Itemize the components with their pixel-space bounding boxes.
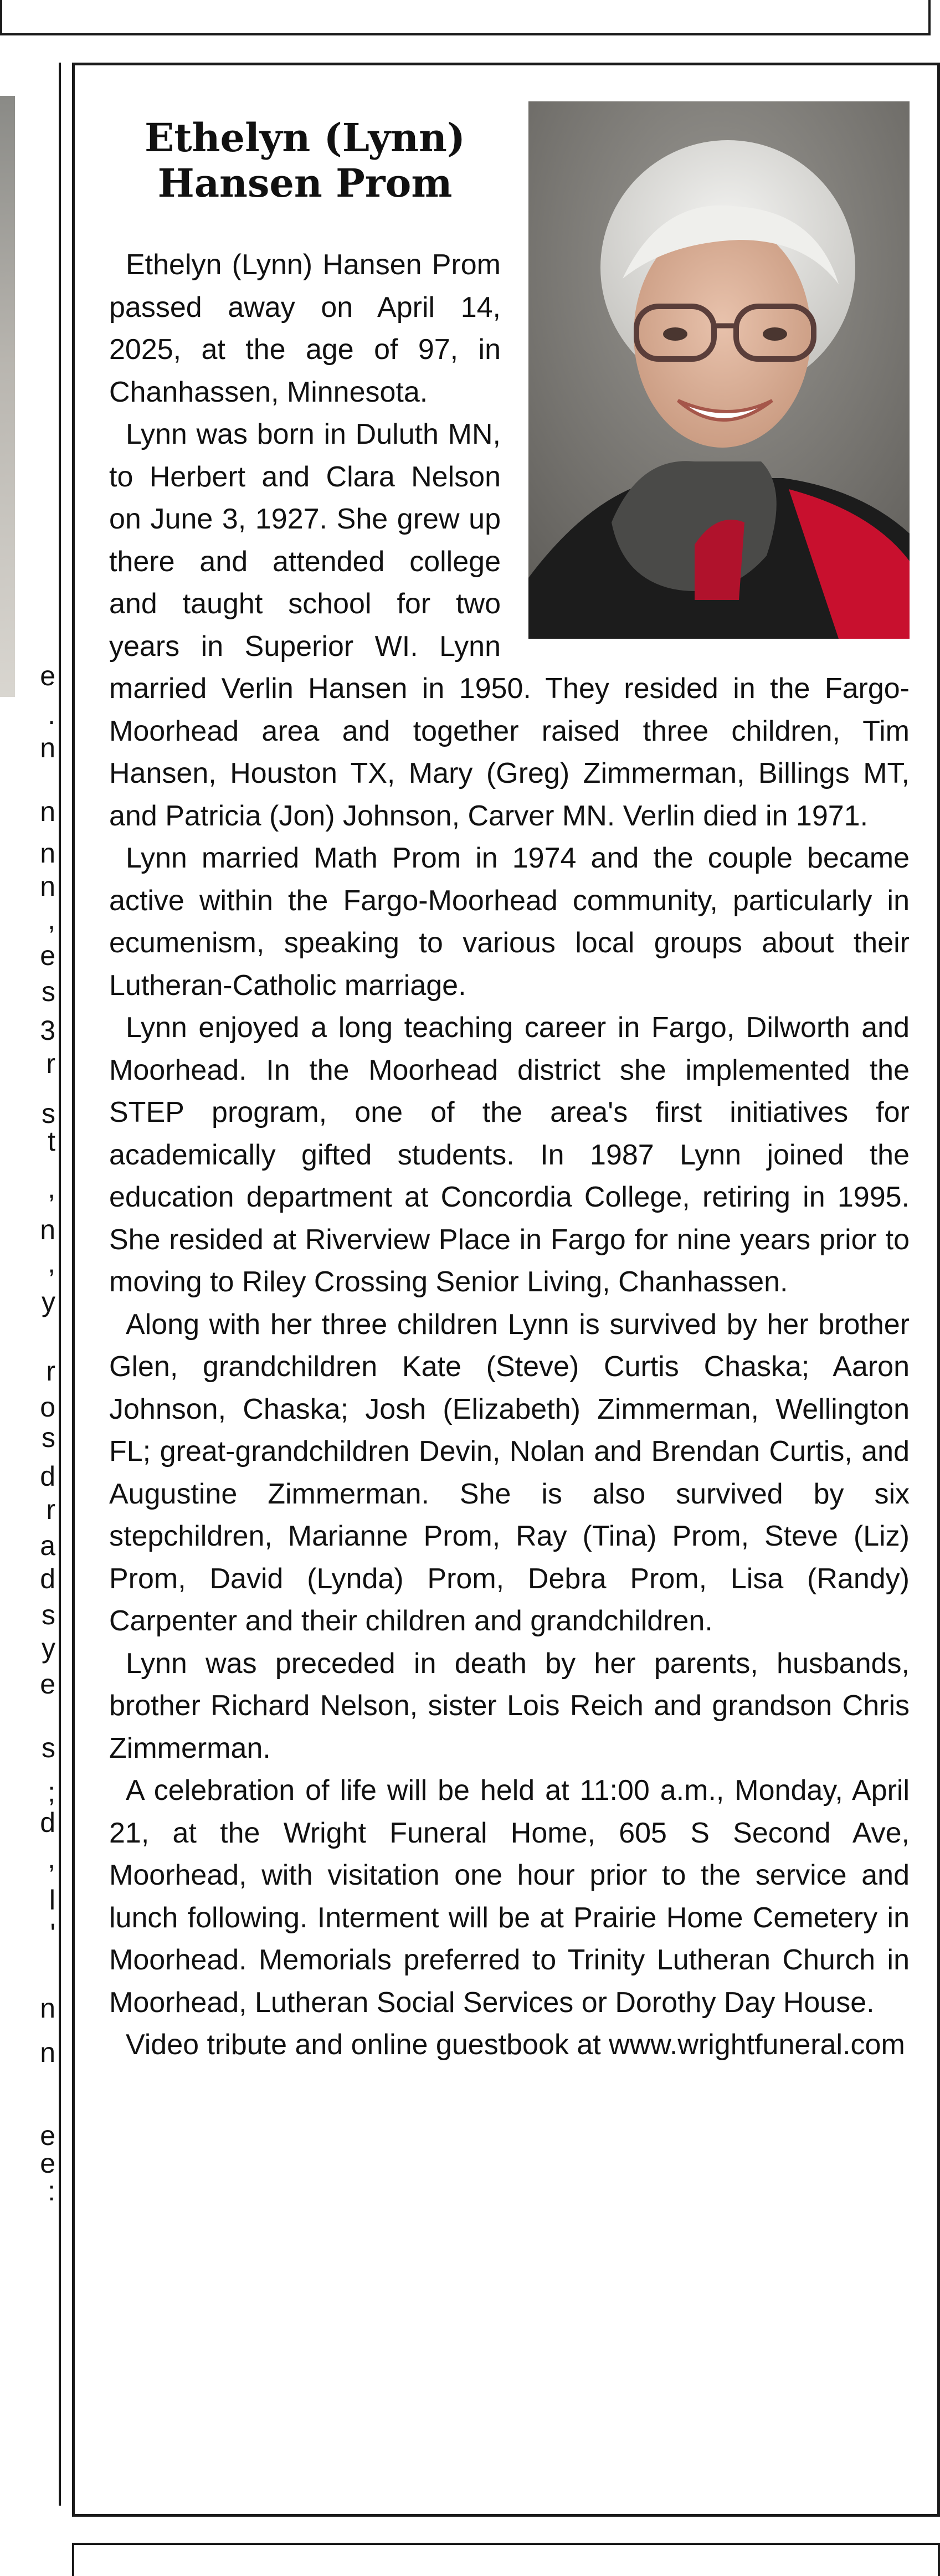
left-column-fragment: s [42,1599,55,1630]
obituary-paragraph: Lynn married Math Prom in 1974 and the couple became active within the Fargo-Moorhead community, particularly in ecumenism, speaking to various local groups about their Lutheran-Catholic marriage. [109,842,910,1002]
adjacent-article-top-border [0,0,931,35]
left-column-fragment: e [40,2120,55,2151]
left-column-fragment: 3 [40,1015,55,1046]
left-column-fragment: n [40,732,55,763]
left-column-fragment: l [49,1885,55,1916]
left-column-fragment: y [42,1286,55,1317]
left-column-fragment: n [40,1214,55,1245]
left-column-fragment: n [40,796,55,827]
obituary-paragraph: Lynn was preceded in death by her parents, husbands, brother Richard Nelson, sister Lois Reich and grandson Chris Zimmerman. [109,1647,910,1764]
left-column-fragment: , [48,1173,55,1204]
left-column-fragment: s [42,1732,55,1763]
left-column-fragment: s [42,976,55,1007]
adjacent-photo-fragment [0,96,15,697]
left-column-fragment: e [40,2148,55,2179]
left-column-fragment: ' [50,1918,55,1949]
obituary-paragraph: A celebration of life will be held at 11:00 a.m., Monday, April 21, at the Wright Funeral Home, 605 S Second Ave, Moorhead, with visitation one hour prior to the service and lunch following. Interment will be at Prairie Home Cemetery in Moorhead. Memorials preferred to Trinity Lutheran Church in Moorhead, Lutheran Social Services or Dorothy Day House. [109,1774,910,2019]
obituary-article [72,63,940,2517]
obituary-paragraph: Ethelyn (Lynn) Hansen Prom passed away on April 14, 2025, at the age of 97, in Chanhassen, Minnesota. [109,249,501,408]
portrait-photo [528,101,910,639]
left-column-fragment: , [48,904,55,935]
left-column-fragment: a [40,1530,55,1561]
left-column-fragment: n [40,1993,55,2024]
obituary-paragraph: Lynn was born in Duluth MN, to Herbert and Clara Nelson on June 3, 1927. She grew up there and attended college and taught school for two years in Superior WI. Lynn married Verlin Hansen in 1950. They resided in the Fargo-Moorhead area and together raised three children, Tim Hansen, Houston TX, Mary (Greg) Zimmerman, Billings MT, and Patricia (Jon) Johnson, Carver MN. Verlin died in 1971. [109,418,910,832]
left-column-fragment: e [40,940,55,971]
left-column-fragment: d [40,1563,55,1594]
left-column-fragment: s [42,1422,55,1453]
left-column-fragment: e [40,1669,55,1700]
left-column-fragment: , [48,1248,55,1279]
obituary-paragraph: Along with her three children Lynn is survived by her brother Glen, grandchildren Kate (Steve) Curtis Chaska; Aaron Johnson, Chaska; Josh (Elizabeth) Zimmerman, Wellington FL; great-grandchildren Devin, Nolan and Brendan Curtis, and Augustine Zimmerman. She is also survived by six stepchildren, Marianne Prom, Ray (Tina) Prom, Steve (Liz) Prom, David (Lynda) Prom, Debra Prom, Lisa (Randy) Carpenter and their children and grandchildren. [109,1308,910,1637]
left-column-fragment: r [46,1356,55,1387]
adjacent-article-bottom-border [72,2543,940,2576]
portrait-photo-icon [528,101,910,639]
left-column-fragment: d [40,1461,55,1492]
headline-line-1: Ethelyn (Lynn) [144,115,466,161]
left-column-fragment: t [48,1126,55,1157]
left-column-fragment: d [40,1807,55,1838]
left-column-fragment: : [48,2175,55,2206]
left-column-fragment: ; [48,1777,55,1808]
left-column-fragment: y [42,1633,55,1664]
left-column-fragment: n [40,871,55,902]
left-column-fragment: n [40,2037,55,2068]
left-column-fragment: , [48,1843,55,1874]
left-column-fragment: e [40,660,55,691]
left-column-fragment: . [48,699,55,730]
left-column-fragment: s [42,1098,55,1129]
left-column-fragment: n [40,838,55,869]
left-column-fragment: r [46,1048,55,1079]
obituary-paragraph: Video tribute and online guestbook at www.wrightfuneral.com [126,2029,905,2061]
left-column-fragment: o [40,1392,55,1423]
adjacent-article-left-column [0,63,61,2506]
headline-line-2: Hansen Prom [157,160,453,206]
obituary-paragraph: Lynn enjoyed a long teaching career in Fargo, Dilworth and Moorhead. In the Moorhead district she implemented the STEP program, one of the area's first initiatives for academically gifted students. In 1987 Lynn joined the education department at Concordia College, retiring in 1995. She resided at Riverview Place in Fargo for nine years prior to moving to Riley Crossing Senior Living, Chanhassen. [109,1012,910,1298]
left-column-fragment: r [46,1494,55,1525]
